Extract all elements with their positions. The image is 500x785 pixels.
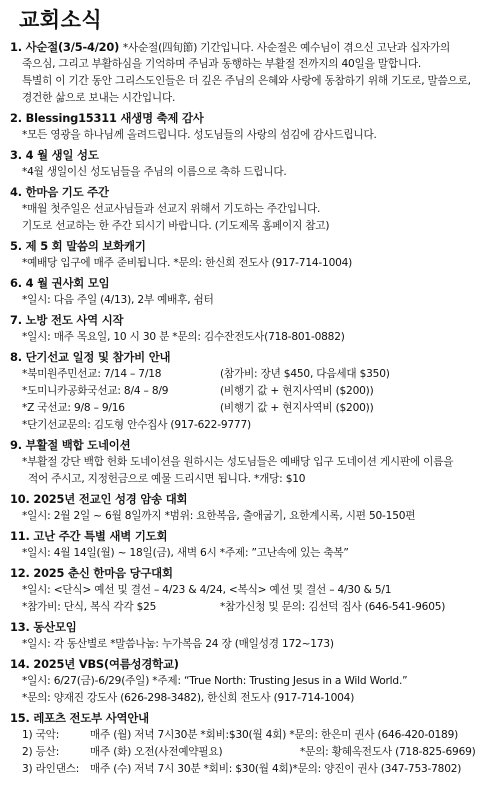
section-15-heading bbox=[10, 711, 149, 725]
section-number: 6. bbox=[10, 276, 22, 290]
section-4-heading bbox=[10, 185, 109, 199]
section-title: 2025년 전교인 성경 암송 대회 bbox=[33, 492, 188, 506]
section-number: 7. bbox=[10, 313, 22, 327]
section-4-text: *매월 첫주일은 선교사님들과 선교지 위해서 기도하는 주간입니다. bbox=[22, 203, 321, 215]
section-title: 사순절(3/5-4/20) bbox=[25, 40, 120, 54]
section-number: 2. bbox=[10, 111, 22, 125]
section-7-text: *일시: 매주 목요일, 10 시 30 분 *문의: 김수잔전도사(718-801-0882) bbox=[22, 331, 345, 343]
section-9-heading bbox=[10, 438, 130, 452]
section-12-fee: *참가비: 단식, 복식 각각 $25 bbox=[22, 601, 157, 613]
section-14-heading bbox=[10, 657, 179, 671]
ministry-name: 3) 라인댄스: bbox=[22, 763, 80, 775]
section-10-heading bbox=[10, 492, 187, 506]
section-number: 14. bbox=[10, 657, 30, 671]
section-14-text: *일시: 6/27(금)-6/29(주일) *주제: “True North: Trusting Jesus in a Wild World.” bbox=[22, 675, 408, 687]
mission-trip-date: *Z 국선교: 9/8 – 9/16 bbox=[22, 402, 125, 414]
section-13-heading bbox=[10, 620, 77, 634]
section-title: 한마음 기도 주간 bbox=[25, 185, 109, 199]
section-3-text: *4월 생일이신 성도님들을 주님의 이름으로 축하 드립니다. bbox=[22, 166, 287, 178]
ministry-contact: *문의: 황혜옥전도사 (718-825-6969) bbox=[300, 746, 476, 758]
section-8-text: *단기선교문의: 김도형 안수집사 (917-622-9777) bbox=[22, 419, 251, 431]
section-title: 2025년 VBS(여름성경학교) bbox=[33, 657, 179, 671]
ministry-details: 매주 (화) 오전(사전예약필요) bbox=[90, 746, 223, 758]
section-title: 4 월 권사회 모임 bbox=[25, 276, 110, 290]
section-11-heading bbox=[10, 529, 167, 543]
section-13-text: *일시: 각 동산별로 *말씀나눔: 누가복음 24 장 (매일성경 172~173) bbox=[22, 638, 334, 650]
section-2-heading bbox=[10, 111, 204, 125]
section-10-text: *일시: 2월 2일 ~ 6월 8일까지 *범위: 요한복음, 출애굽기, 요한계시록, 시편 50-150편 bbox=[22, 510, 416, 522]
section-1-text: 죽으심, 그리고 부활하심을 기억하며 주님과 동행하는 부활절 전까지의 40일을 말합니다. bbox=[22, 58, 422, 70]
section-11-text: *일시: 4월 14일(월) ~ 18일(금), 새벽 6시 *주제: ”고난속에 있는 축복” bbox=[22, 547, 349, 559]
section-title: Blessing15311 새생명 축제 감사 bbox=[25, 111, 204, 125]
section-number: 13. bbox=[10, 620, 30, 634]
section-number: 1. bbox=[10, 40, 22, 54]
ministry-name: 1) 국악: bbox=[22, 729, 60, 741]
section-7-heading bbox=[10, 313, 123, 327]
mission-trip-date: *북미원주민선교: 7/14 – 7/18 bbox=[22, 368, 162, 380]
section-number: 9. bbox=[10, 438, 22, 452]
section-8-heading bbox=[10, 350, 170, 364]
section-5-text: *예배당 입구에 매주 준비됩니다. *문의: 한신희 전도사 (917-714-1004) bbox=[22, 257, 353, 269]
section-title: 고난 주간 특별 새벽 기도회 bbox=[33, 529, 168, 543]
ministry-details: 매주 (수) 저녁 7시 30분 *회비: $30(월 4회)*문의: 양진이 권사 (347-753-7802) bbox=[90, 763, 462, 775]
section-14-text: *문의: 양재진 강도사 (626-298-3482), 한신희 전도사 (917-714-1004) bbox=[22, 692, 355, 704]
section-title: 단기선교 일정 및 참가비 안내 bbox=[25, 350, 171, 364]
section-4-text: 기도로 선교하는 한 주간 되시기 바랍니다. (기도제목 홈페이지 참고) bbox=[22, 220, 330, 232]
section-title: 2025 춘신 한마음 당구대회 bbox=[33, 566, 173, 580]
section-title: 부활절 백합 도네이션 bbox=[25, 438, 131, 452]
mission-trip-fee: (참가비: 장년 $450, 다음세대 $350) bbox=[220, 368, 390, 380]
section-6-heading bbox=[10, 276, 109, 290]
mission-trip-date: *도미니카공화국선교: 8/4 – 8/9 bbox=[22, 385, 169, 397]
section-number: 8. bbox=[10, 350, 22, 364]
mission-trip-fee: (비행기 값 + 현지사역비 ($200)) bbox=[220, 402, 374, 414]
ministry-name: 2) 등산: bbox=[22, 746, 60, 758]
section-title: 4 월 생일 성도 bbox=[25, 148, 99, 162]
section-1-text: 특별히 이 기간 동안 그리스도인들은 더 깊은 주님의 은혜와 사랑에 동참하기 위해 기도로, 말씀으로, bbox=[22, 75, 471, 87]
section-title: 동산모임 bbox=[33, 620, 77, 634]
section-9-text: *부활절 강단 백합 헌화 도네이션을 원하시는 성도님들은 예배당 입구 도네이션 게시판에 이름을 bbox=[22, 456, 454, 468]
section-2-text: *모든 영광을 하나님께 올려드립니다. 성도님들의 사랑의 섬김에 감사드립니다. bbox=[22, 129, 377, 141]
section-number: 4. bbox=[10, 185, 22, 199]
section-title: 제 5 회 말씀의 보화캐기 bbox=[25, 239, 146, 253]
ministry-details: 매주 (월) 저녁 7시30분 *회비:$30(월 4회) *문의: 한은미 권사 (646-420-0189) bbox=[90, 729, 459, 741]
section-9-text: 적어 주시고, 지정헌금으로 예물 드리시면 됩니다. *개당: $10 bbox=[28, 473, 306, 485]
section-12-text: *일시: <단식> 예선 및 결선 – 4/23 & 4/24, <복식> 예선 및 결선 – 4/30 & 5/1 bbox=[22, 584, 392, 596]
section-number: 12. bbox=[10, 566, 30, 580]
section-number: 11. bbox=[10, 529, 30, 543]
section-12-contact: *참가신청 및 문의: 김선덕 집사 (646-541-9605) bbox=[220, 601, 446, 613]
section-1-heading bbox=[10, 40, 450, 55]
section-title: 노방 전도 사역 시작 bbox=[25, 313, 124, 327]
section-text: *사순절(四旬節) 기간입니다. 사순절은 예수님이 겪으신 고난과 십자가의 bbox=[122, 42, 451, 54]
page-title: 교회소식 bbox=[19, 8, 103, 32]
section-number: 10. bbox=[10, 492, 30, 506]
section-3-heading bbox=[10, 148, 99, 162]
mission-trip-fee: (비행기 값 + 현지사역비 ($200)) bbox=[220, 385, 374, 397]
section-1-text: 경건한 삶으로 보내는 시간입니다. bbox=[22, 92, 176, 104]
section-title: 레포츠 전도부 사역안내 bbox=[33, 711, 149, 725]
section-number: 5. bbox=[10, 239, 22, 253]
section-number: 3. bbox=[10, 148, 22, 162]
section-6-text: *일시: 다음 주일 (4/13), 2부 예배후, 쉼터 bbox=[22, 294, 214, 306]
section-number: 15. bbox=[10, 711, 30, 725]
section-5-heading bbox=[10, 239, 146, 253]
section-12-heading bbox=[10, 566, 173, 580]
